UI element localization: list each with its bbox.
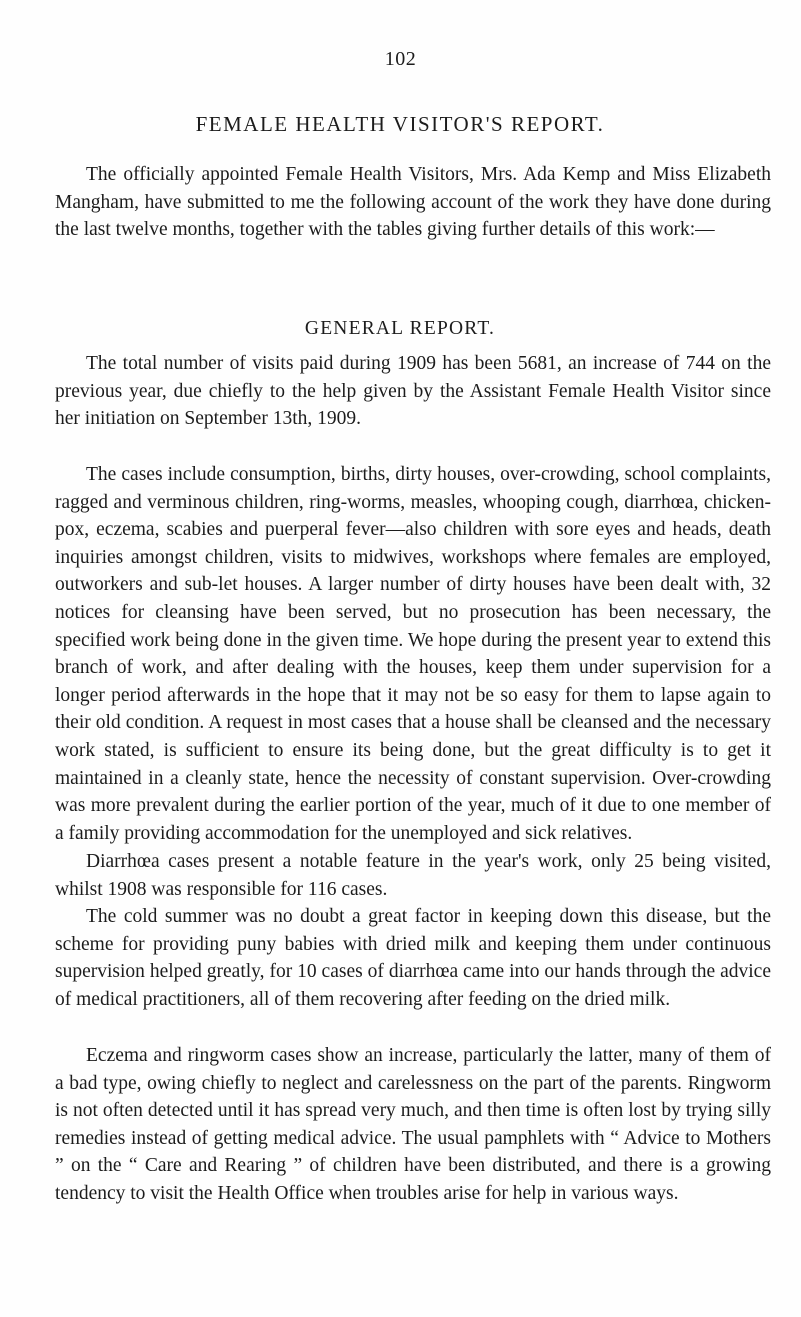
- report-title: FEMALE HEALTH VISITOR'S REPORT.: [195, 112, 605, 136]
- intro-paragraph: The officially appointed Female Health Visitors, Mrs. Ada Kemp and Miss Elizabeth Mangham, have submitted to me the following account of the work they have done during the last twelve months, together with the tables giving further details of this work:—: [55, 164, 771, 241]
- section-heading: GENERAL REPORT.: [304, 318, 496, 339]
- cases-paragraph: The cases include consumption, births, dirty houses, over-crowding, school complaints, ragged and verminous children, ring-worms, measles, whooping cough, diarrhœa, chicken-pox, eczema, scabies and puerperal fever—also children with sore eyes and heads, death inquiries amongst children, visits to midwives, workshops where females are employed, outworkers and sub-let houses. A larger number of dirty houses have been dealt with, 32 notices for cleansing have been served, but no prosecution has been necessary, the specified work being done in the given time. We hope during the present year to extend this branch of work, and after dealing with the houses, keep them under supervision for a longer period afterwards in the hope that it may not be so easy for them to lapse again to their old condition. A request in most cases that a house shall be cleansed and the necessary work stated, is sufficient to ensure its being done, but the great difficulty is to get it maintained in a cleanly state, hence the necessity of constant supervision. Over-crowding was more prevalent during the earlier portion of the year, much of it due to one member of a family providing accommodation for the unemployed and sick relatives.: [55, 464, 771, 844]
- diarrhoea-paragraph: Diarrhœa cases present a notable feature in the year's work, only 25 being visited, whilst 1908 was responsible for 116 cases.: [55, 851, 771, 900]
- page-number: 102: [384, 48, 417, 70]
- visits-paragraph: The total number of visits paid during 1909 has been 5681, an increase of 744 on the previous year, due chiefly to the help given by the Assistant Female Health Visitor since her initiation on September 13th, 1909.: [55, 353, 771, 430]
- cold-summer-paragraph: The cold summer was no doubt a great factor in keeping down this disease, but the scheme for providing puny babies with dried milk and keeping them under continuous supervision helped greatly, for 10 cases of diarrhœa came into our hands through the advice of medical practitioners, all of them recovering after feeding on the dried milk.: [55, 906, 771, 1010]
- eczema-ringworm-paragraph: Eczema and ringworm cases show an increase, particularly the latter, many of them of a bad type, owing chiefly to neglect and carelessness on the part of the parents. Ringworm is not often detected until it has spread very much, and then time is often lost by trying silly remedies instead of getting medical advice. The usual pamphlets with “ Advice to Mothers ” on the “ Care and Rearing ” of children have been distributed, and there is a growing tendency to visit the Health Office when troubles arise for help in various ways.: [55, 1045, 771, 1204]
